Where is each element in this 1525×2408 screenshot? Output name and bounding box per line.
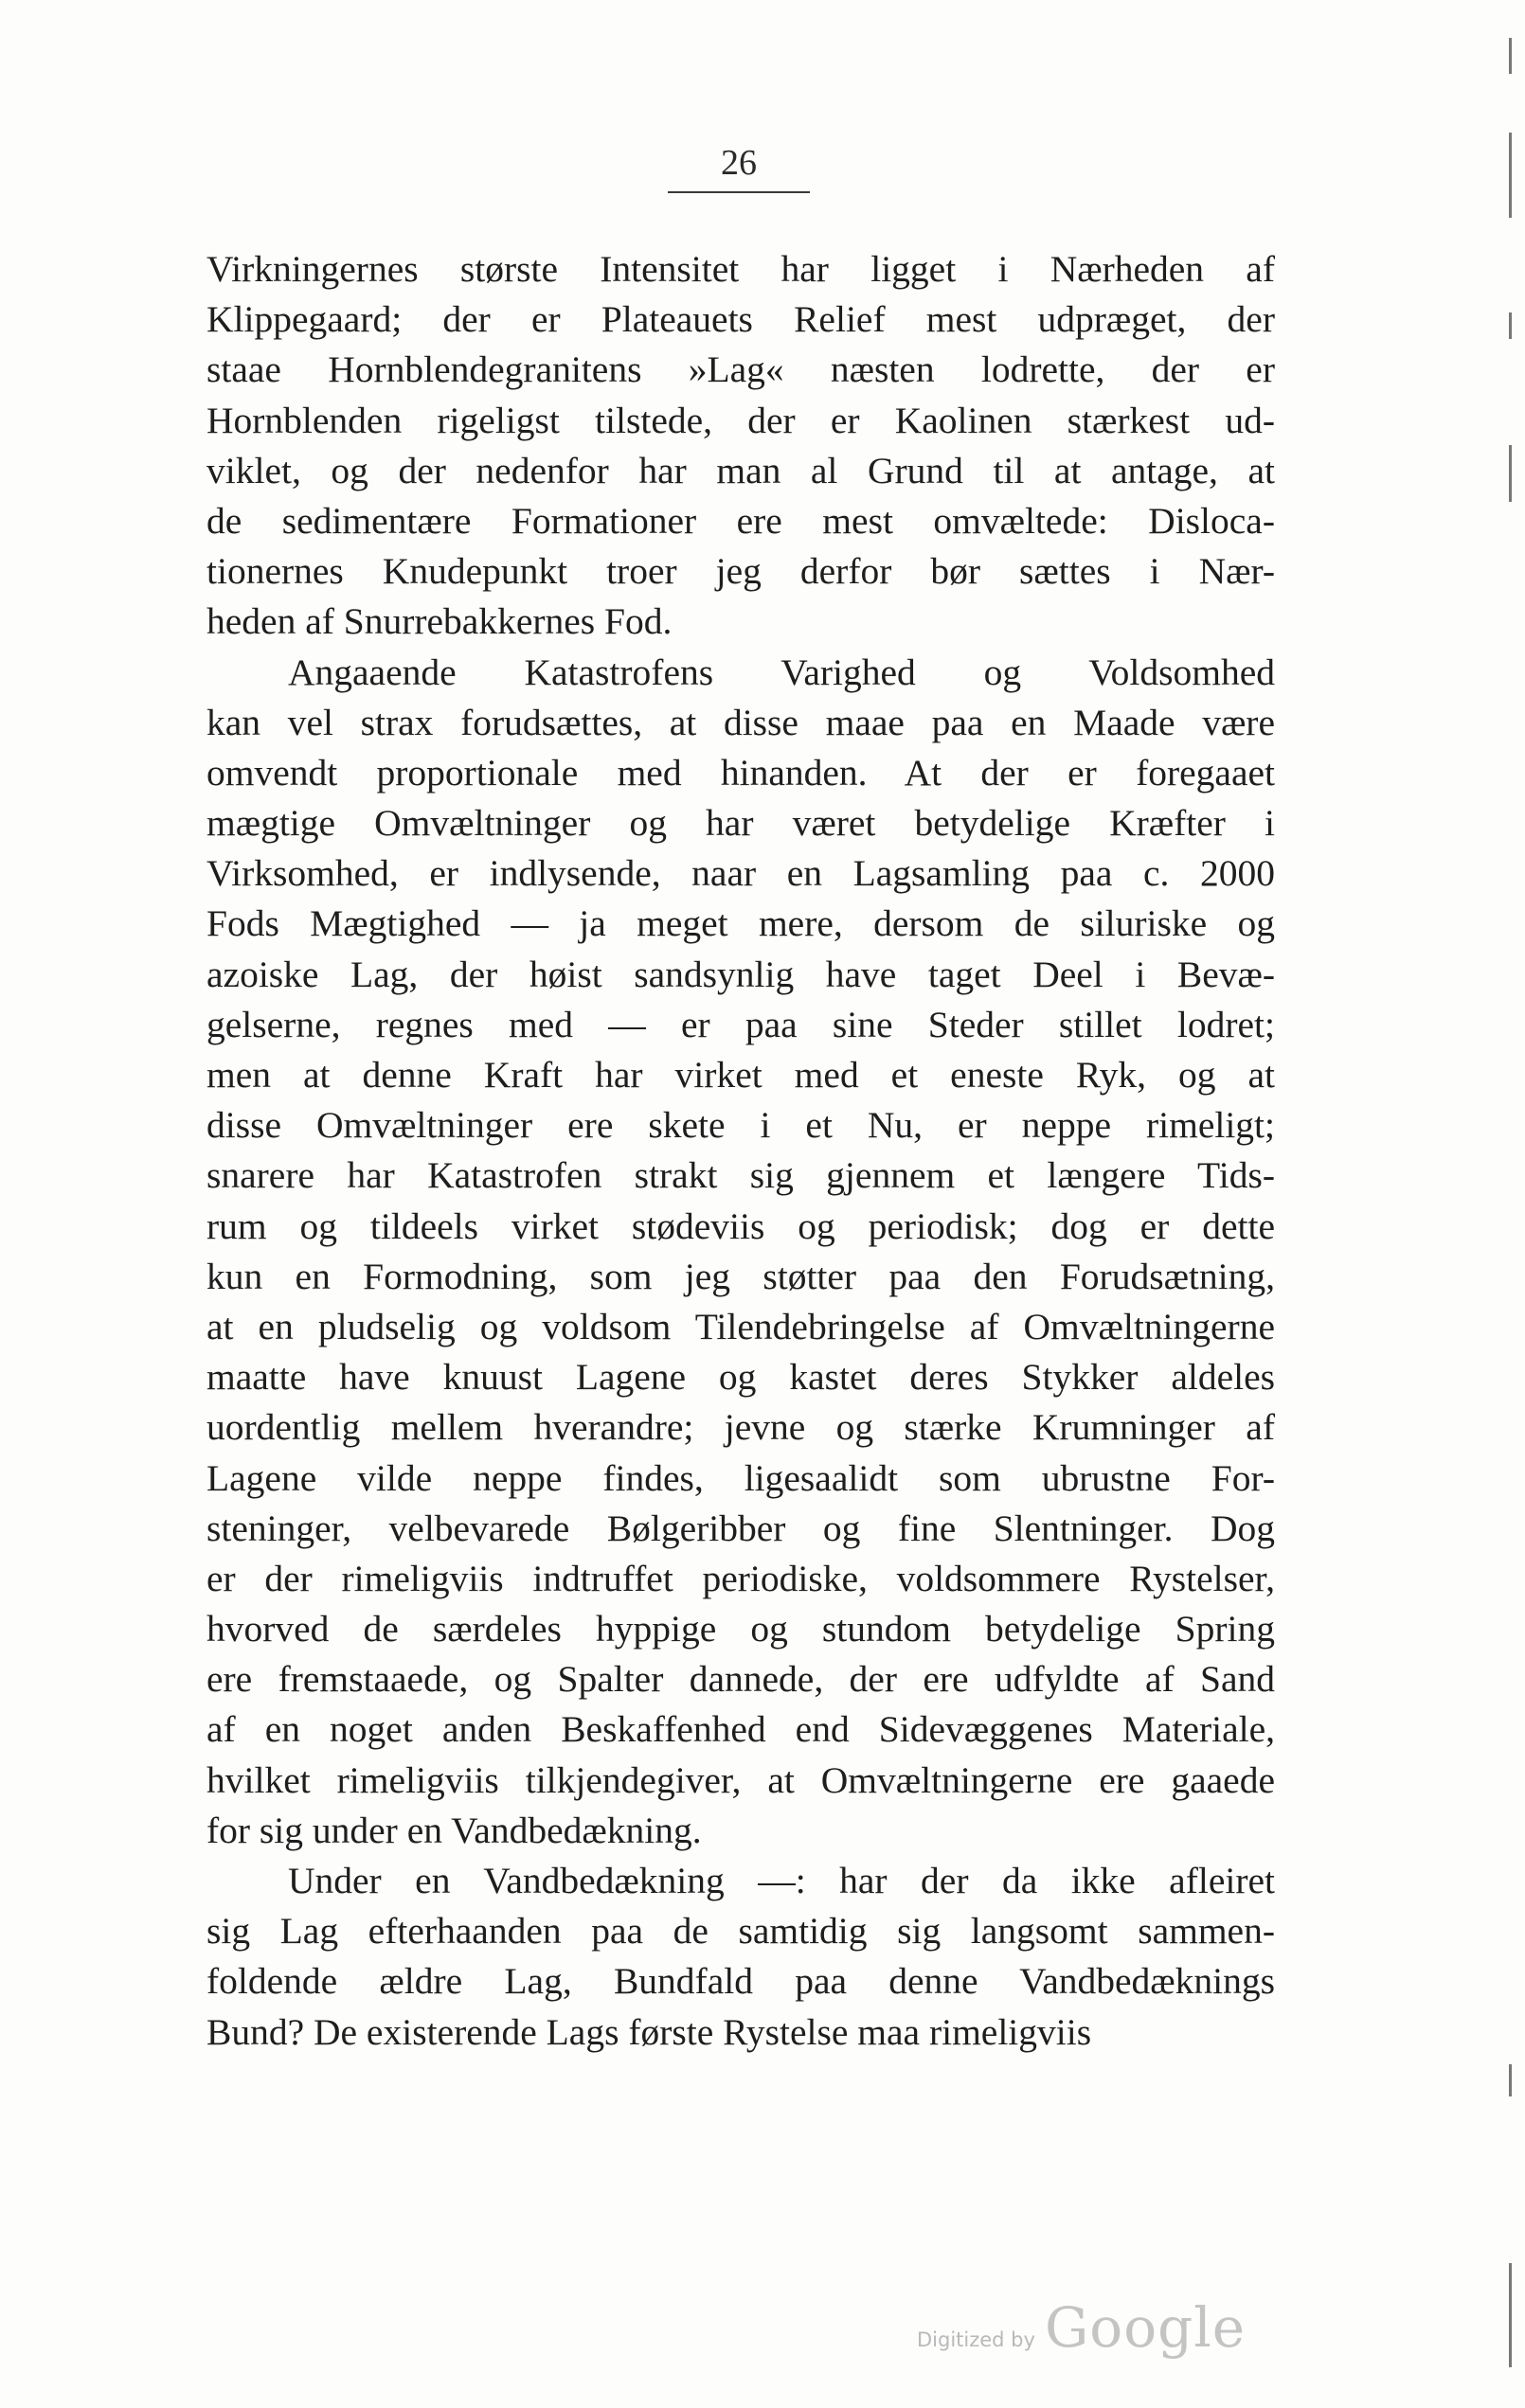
digitized-by-watermark [917, 2295, 1246, 2360]
text-line: tionernes Knudepunkt troer jeg derfor bør sættes i Nær- [206, 550, 1275, 593]
text-line: viklet, og der nedenfor har man al Grund til at antage, at [206, 449, 1275, 491]
text-line: af en noget anden Beskaffenhed end Sidevæggenes Materiale, [206, 1708, 1275, 1751]
text-line: kan vel strax forudsættes, at disse maae paa en Maade være [206, 701, 1275, 743]
text-line: mægtige Omvæltninger og har været betydelige Kræfter i [206, 802, 1275, 845]
text-line: de sedimentære Formationer ere mest omvæltede: Disloca- [206, 499, 1275, 542]
text-line: maatte have knuust Lagene og kastet deres Stykker aldeles [206, 1356, 1275, 1399]
text-line: disse Omvæltninger ere skete i et Nu, er neppe rimeligt; [206, 1104, 1275, 1147]
text-line: Lagene vilde neppe findes, ligesaalidt som ubrustne For- [206, 1456, 1275, 1499]
text-line: snarere har Katastrofen strakt sig gjennem et længere Tids- [206, 1154, 1275, 1197]
text-line: er der rimeligviis indtruffet periodiske, voldsommere Rystelser, [206, 1557, 1275, 1599]
text-line: omvendt proportionale med hinanden. At der er foregaaet [206, 751, 1275, 794]
text-line: Fods Mægtighed — ja meget mere, dersom de siluriske og [206, 902, 1275, 945]
paragraph [206, 648, 1275, 1857]
text-line: sig Lag efterhaanden paa de samtidig sig langsomt sammen- [206, 1910, 1275, 1953]
page-number: 26 [721, 143, 757, 183]
text-line: gelserne, regnes med — er paa sine Steder stillet lodret; [206, 1003, 1275, 1045]
text-line: Bund? De existerende Lags første Rystelse maa rimeligviis [206, 2010, 1092, 2053]
text-line: steninger, velbevarede Bølgeribber og fine Slentninger. Dog [206, 1507, 1275, 1549]
text-line: Klippegaard; der er Plateauets Relief mest udpræget, der [206, 298, 1275, 341]
text-line: hvorved de særdeles hyppige og stundom betydelige Spring [206, 1608, 1275, 1650]
scan-edge-mark [1509, 312, 1512, 339]
text-line: kun en Formodning, som jeg støtter paa den Forudsætning, [206, 1255, 1275, 1297]
text-line: heden af Snurrebakkernes Fod. [206, 600, 673, 643]
text-line: uordentlig mellem hverandre; jevne og stærke Krumninger af [206, 1406, 1275, 1449]
text-line: staae Hornblendegranitens »Lag« næsten lodrette, der er [206, 348, 1275, 391]
scan-edge-mark [1509, 133, 1512, 218]
page-number-rule [668, 191, 810, 193]
scan-edge-mark [1509, 2263, 1512, 2367]
scan-edge-mark [1509, 2064, 1512, 2096]
paragraph [206, 1856, 1275, 2058]
text-line: azoiske Lag, der høist sandsynlig have taget Deel i Bevæ- [206, 953, 1275, 995]
text-line: hvilket rimeligviis tilkjendegiver, at Omvæltningerne ere gaaede [206, 1758, 1275, 1801]
scan-edge-mark [1509, 38, 1512, 74]
text-line: at en pludselig og voldsom Tilendebringelse af Omvæltningerne [206, 1305, 1275, 1347]
text-line: for sig under en Vandbedækning. [206, 1809, 702, 1851]
paragraph [206, 244, 1275, 648]
text-line: ere fremstaaede, og Spalter dannede, der ere udfyldte af Sand [206, 1658, 1275, 1701]
watermark-small-text: Digitized by [917, 2328, 1035, 2351]
google-logo: Google [1044, 2295, 1247, 2360]
text-line: Angaaende Katastrofens Varighed og Voldsomhed [288, 651, 1275, 693]
text-line: foldende ældre Lag, Bundfald paa denne Vandbedæknings [206, 1960, 1275, 2003]
scan-edge-mark [1509, 445, 1512, 502]
body-text [206, 244, 1275, 2058]
text-line: men at denne Kraft har virket med et eneste Ryk, og at [206, 1054, 1275, 1096]
text-line: Under en Vandbedækning —: har der da ikke afleiret [288, 1860, 1275, 1901]
text-line: Virksomhed, er indlysende, naar en Lagsamling paa c. 2000 [206, 852, 1275, 895]
text-line: Hornblenden rigeligst tilstede, der er Kaolinen stærkest ud- [206, 399, 1275, 441]
text-line: Virkningernes største Intensitet har ligget i Nærheden af [206, 248, 1275, 290]
text-line: rum og tildeels virket stødeviis og periodisk; dog er dette [206, 1204, 1275, 1247]
